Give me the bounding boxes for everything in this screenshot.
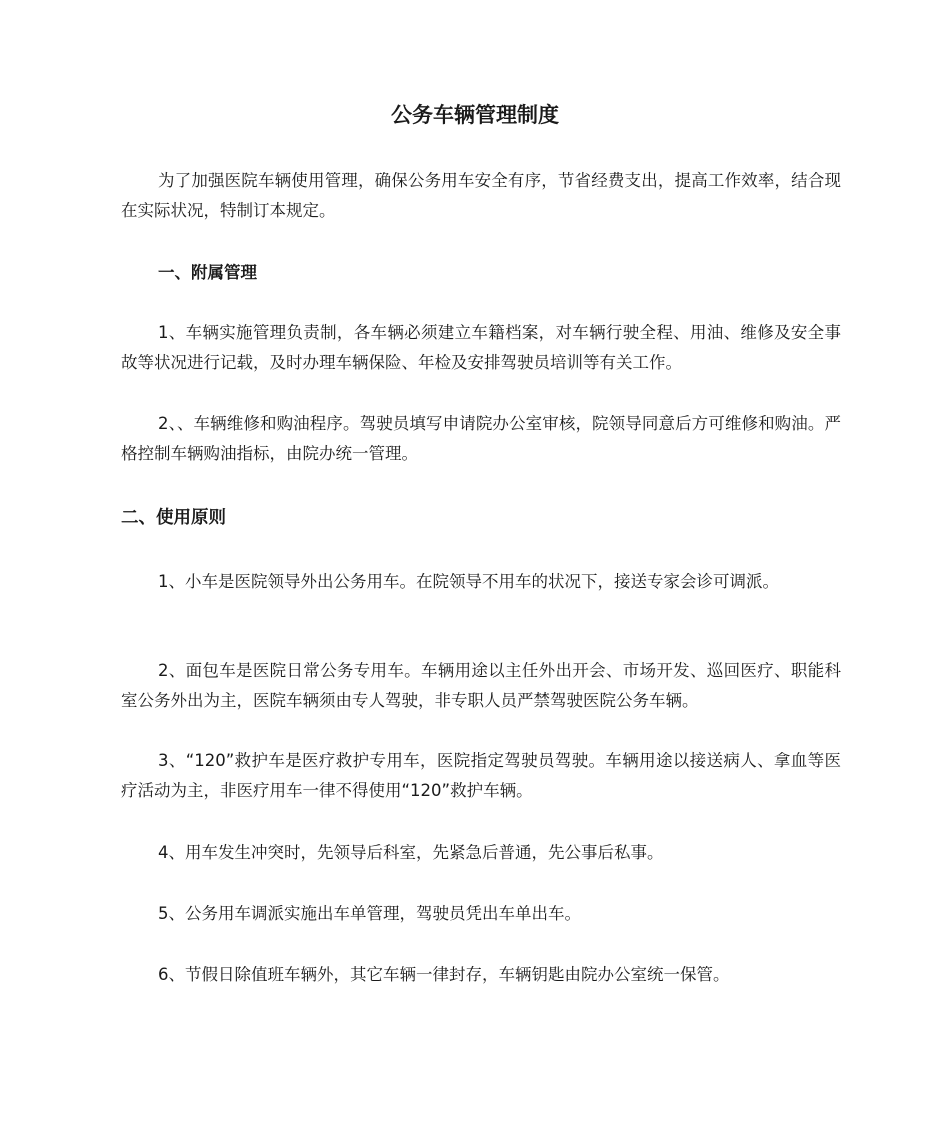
section2-heading: 二、使用原则: [121, 508, 226, 528]
section1-item-2: 2、、车辆维修和购油程序。驾驶员填写申请院办公室审核，院领导同意后方可维修和购油。严格控制车辆购油指标，由院办统一管理。: [121, 414, 841, 463]
section1-item-1: 1、车辆实施管理负责制，各车辆必须建立车籍档案，对车辆行驶全程、用油、维修及安全事故等状况进行记载，及时办理车辆保险、年检及安排驾驶员培训等有关工作。: [121, 323, 841, 372]
section2-item-6: 6、节假日除值班车辆外，其它车辆一律封存，车辆钥匙由院办公室统一保管。: [158, 965, 730, 984]
section2-item-4: 4、用车发生冲突时，先领导后科室，先紧急后普通，先公事后私事。: [158, 843, 664, 862]
intro-paragraph: 为了加强医院车辆使用管理，确保公务用车安全有序，节省经费支出，提高工作效率，结合现在实际状况，特制订本规定。: [121, 171, 841, 220]
section2-item-2: 2、面包车是医院日常公务专用车。车辆用途以主任外出开会、市场开发、巡回医疗、职能科室公务外出为主，医院车辆须由专人驾驶，非专职人员严禁驾驶医院公务车辆。: [121, 661, 841, 710]
section2-item-5: 5、公务用车调派实施出车单管理，驾驶员凭出车单出车。: [158, 904, 581, 923]
section2-item-1: 1、小车是医院领导外出公务用车。在院领导不用车的状况下，接送专家会诊可调派。: [158, 572, 779, 591]
section1-heading: 一、附属管理: [158, 263, 257, 282]
section2-item-3: 3、“120”救护车是医疗救护专用车，医院指定驾驶员驾驶。车辆用途以接送病人、拿血等医疗活动为主，非医疗用车一律不得使用“120”救护车辆。: [121, 751, 841, 800]
document-title: 公务车辆管理制度: [391, 103, 559, 127]
